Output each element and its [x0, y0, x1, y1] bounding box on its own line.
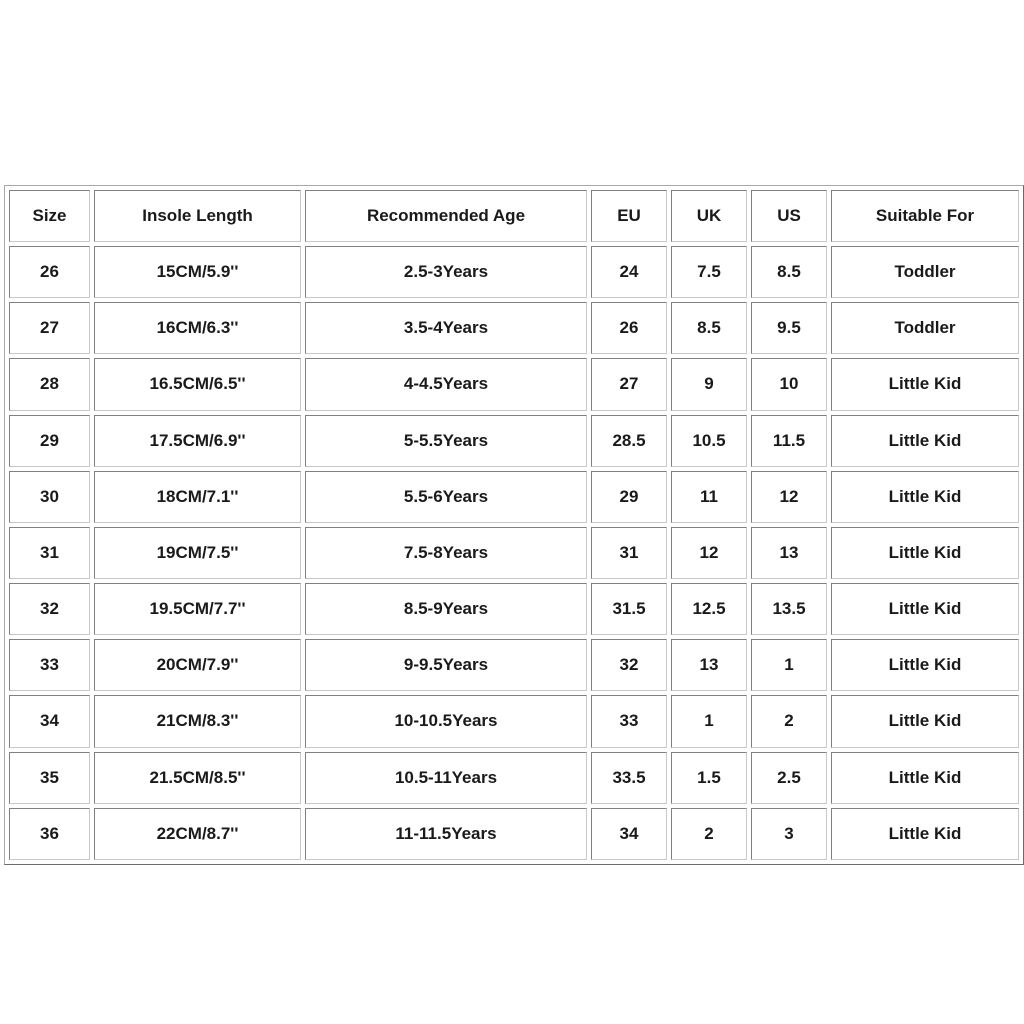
suitable-for-cell: Toddler [831, 302, 1019, 354]
recommended-age-cell: 10.5-11Years [305, 752, 587, 804]
us-size-cell: 10 [751, 358, 827, 410]
insole-length-cell: 17.5CM/6.9'' [94, 415, 301, 467]
recommended-age-cell: 9-9.5Years [305, 639, 587, 691]
uk-size-cell: 9 [671, 358, 747, 410]
eu-size-cell: 32 [591, 639, 667, 691]
eu-size-cell: 29 [591, 471, 667, 523]
table-row [9, 695, 1019, 747]
recommended-age-cell: 10-10.5Years [305, 695, 587, 747]
suitable-for-cell: Little Kid [831, 471, 1019, 523]
size-cell: 27 [9, 302, 90, 354]
recommended-age-cell: 5-5.5Years [305, 415, 587, 467]
table-row [9, 808, 1019, 860]
insole-length-cell: 20CM/7.9'' [94, 639, 301, 691]
eu-size-cell: 34 [591, 808, 667, 860]
table-row [9, 752, 1019, 804]
us-size-cell: 13 [751, 527, 827, 579]
uk-size-cell: 7.5 [671, 246, 747, 298]
uk-size-cell: 1.5 [671, 752, 747, 804]
us-size-cell: 9.5 [751, 302, 827, 354]
size-cell: 36 [9, 808, 90, 860]
table-row [9, 415, 1019, 467]
insole-length-cell: 22CM/8.7'' [94, 808, 301, 860]
eu-size-cell: 27 [591, 358, 667, 410]
size-cell: 30 [9, 471, 90, 523]
column-header-size: Size [9, 190, 90, 242]
eu-size-cell: 26 [591, 302, 667, 354]
recommended-age-cell: 8.5-9Years [305, 583, 587, 635]
insole-length-cell: 21CM/8.3'' [94, 695, 301, 747]
table-row [9, 302, 1019, 354]
suitable-for-cell: Little Kid [831, 358, 1019, 410]
table-header-row [9, 190, 1019, 242]
recommended-age-cell: 5.5-6Years [305, 471, 587, 523]
us-size-cell: 12 [751, 471, 827, 523]
column-header-suitable-for: Suitable For [831, 190, 1019, 242]
size-cell: 34 [9, 695, 90, 747]
eu-size-cell: 28.5 [591, 415, 667, 467]
table-row [9, 471, 1019, 523]
suitable-for-cell: Little Kid [831, 583, 1019, 635]
us-size-cell: 2.5 [751, 752, 827, 804]
recommended-age-cell: 11-11.5Years [305, 808, 587, 860]
insole-length-cell: 19.5CM/7.7'' [94, 583, 301, 635]
table-row [9, 246, 1019, 298]
recommended-age-cell: 2.5-3Years [305, 246, 587, 298]
eu-size-cell: 33 [591, 695, 667, 747]
insole-length-cell: 19CM/7.5'' [94, 527, 301, 579]
us-size-cell: 8.5 [751, 246, 827, 298]
recommended-age-cell: 7.5-8Years [305, 527, 587, 579]
column-header-eu: EU [591, 190, 667, 242]
uk-size-cell: 10.5 [671, 415, 747, 467]
size-cell: 28 [9, 358, 90, 410]
insole-length-cell: 16.5CM/6.5'' [94, 358, 301, 410]
suitable-for-cell: Toddler [831, 246, 1019, 298]
uk-size-cell: 11 [671, 471, 747, 523]
size-cell: 26 [9, 246, 90, 298]
recommended-age-cell: 3.5-4Years [305, 302, 587, 354]
insole-length-cell: 18CM/7.1'' [94, 471, 301, 523]
insole-length-cell: 15CM/5.9'' [94, 246, 301, 298]
eu-size-cell: 33.5 [591, 752, 667, 804]
recommended-age-cell: 4-4.5Years [305, 358, 587, 410]
us-size-cell: 3 [751, 808, 827, 860]
size-cell: 32 [9, 583, 90, 635]
size-cell: 31 [9, 527, 90, 579]
table-row [9, 639, 1019, 691]
insole-length-cell: 21.5CM/8.5'' [94, 752, 301, 804]
us-size-cell: 11.5 [751, 415, 827, 467]
uk-size-cell: 12 [671, 527, 747, 579]
table-body [9, 246, 1019, 860]
us-size-cell: 2 [751, 695, 827, 747]
suitable-for-cell: Little Kid [831, 752, 1019, 804]
suitable-for-cell: Little Kid [831, 527, 1019, 579]
size-cell: 35 [9, 752, 90, 804]
table-row [9, 527, 1019, 579]
eu-size-cell: 31.5 [591, 583, 667, 635]
suitable-for-cell: Little Kid [831, 639, 1019, 691]
us-size-cell: 13.5 [751, 583, 827, 635]
column-header-us: US [751, 190, 827, 242]
eu-size-cell: 24 [591, 246, 667, 298]
insole-length-cell: 16CM/6.3'' [94, 302, 301, 354]
column-header-insole-length: Insole Length [94, 190, 301, 242]
table-row [9, 358, 1019, 410]
size-chart-table [4, 185, 1024, 865]
column-header-uk: UK [671, 190, 747, 242]
eu-size-cell: 31 [591, 527, 667, 579]
uk-size-cell: 13 [671, 639, 747, 691]
uk-size-cell: 12.5 [671, 583, 747, 635]
us-size-cell: 1 [751, 639, 827, 691]
suitable-for-cell: Little Kid [831, 808, 1019, 860]
uk-size-cell: 1 [671, 695, 747, 747]
size-cell: 33 [9, 639, 90, 691]
uk-size-cell: 2 [671, 808, 747, 860]
suitable-for-cell: Little Kid [831, 415, 1019, 467]
uk-size-cell: 8.5 [671, 302, 747, 354]
size-cell: 29 [9, 415, 90, 467]
column-header-recommended-age: Recommended Age [305, 190, 587, 242]
table-row [9, 583, 1019, 635]
suitable-for-cell: Little Kid [831, 695, 1019, 747]
